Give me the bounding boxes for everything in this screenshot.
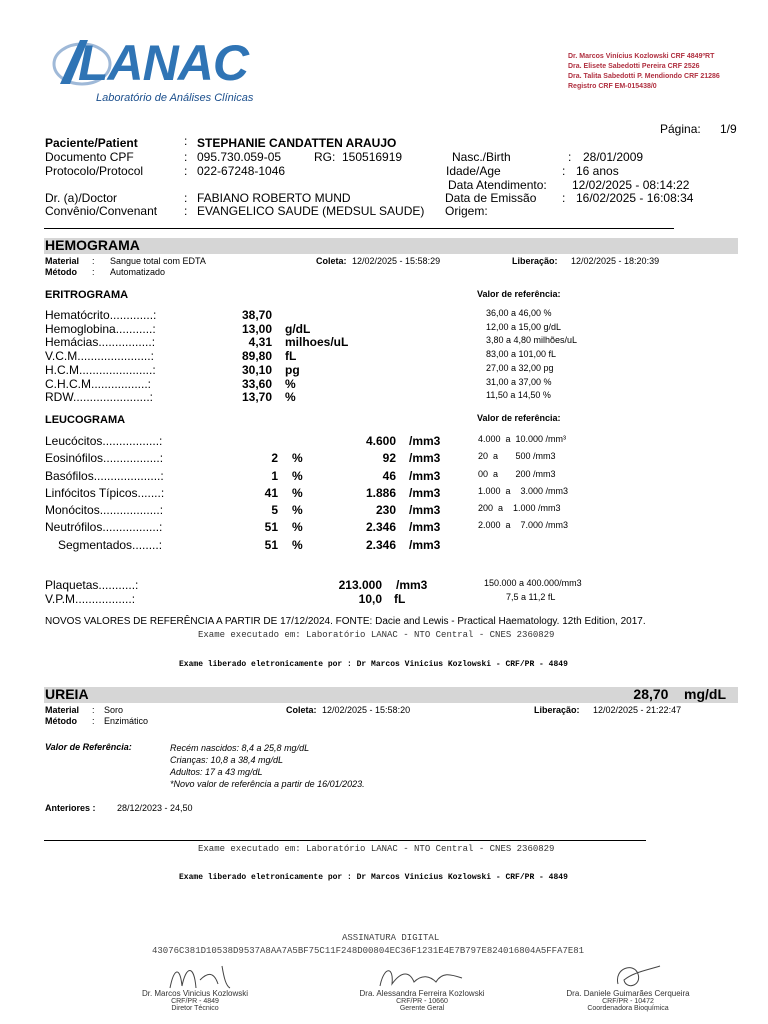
cpf-value: 095.730.059-05 bbox=[197, 150, 282, 164]
reference-label: Valor de Referência: bbox=[45, 742, 132, 752]
row-reference: 36,00 a 46,00 % bbox=[486, 308, 552, 318]
executed-note: Exame executado em: Laboratório LANAC - NTO Central - CNES 2360829 bbox=[198, 630, 555, 640]
logo-subtitle: Laboratório de Análises Clínicas bbox=[96, 92, 254, 104]
row-value: 30,10 bbox=[241, 362, 272, 377]
cpf-label: Documento CPF bbox=[45, 150, 134, 164]
row-name: V.P.M.................: bbox=[45, 592, 136, 606]
row-percent: 41 bbox=[264, 486, 278, 500]
patient-label: Paciente/Patient bbox=[45, 136, 138, 150]
digital-signature-hash: 43076C381D10538D9537A8AA7A5BF75C11F248D00804EC36F1231E4E7B797E824016804A5FFA7E81 bbox=[152, 946, 585, 956]
page-label: Página: bbox=[660, 122, 701, 136]
reference-lines bbox=[170, 742, 365, 790]
row-name: Monócitos..................: bbox=[45, 503, 164, 517]
row-value: 13,00 bbox=[241, 321, 272, 336]
row-absolute-unit: /mm3 bbox=[409, 451, 441, 465]
reference-note: NOVOS VALORES DE REFERÊNCIA A PARTIR DE 17/12/2024. FONTE: Dacie and Lewis - Practical Haematology. 12th Edition, 2017. bbox=[45, 616, 646, 627]
row-absolute-unit: /mm3 bbox=[409, 503, 441, 517]
signer-crf: CRF/PR - 10472 bbox=[602, 998, 654, 1005]
row-percent: 51 bbox=[264, 520, 278, 534]
executed-note: Exame executado em: Laboratório LANAC - NTO Central - CNES 2360829 bbox=[198, 844, 555, 854]
rg-label: RG: bbox=[314, 150, 336, 164]
row-value: 10,0 bbox=[358, 592, 382, 606]
row-percent: 51 bbox=[264, 538, 278, 552]
method-value: Enzimático bbox=[104, 716, 149, 726]
section-title-hemograma: HEMOGRAMA bbox=[45, 237, 140, 253]
colon: : bbox=[184, 164, 188, 178]
material-label: Material bbox=[45, 256, 80, 266]
row-reference: 7,5 a 11,2 fL bbox=[506, 592, 556, 602]
ureia-result: 28,70 mg/dL bbox=[633, 686, 726, 702]
rg-value: 150516919 bbox=[342, 150, 403, 164]
row-value: 13,70 bbox=[241, 390, 272, 405]
row-absolute: 2.346 bbox=[365, 538, 396, 552]
divider bbox=[44, 840, 646, 841]
row-reference: 20 a 500 /mm3 bbox=[478, 451, 556, 461]
row-unit: fL bbox=[394, 592, 406, 606]
row-name: H.C.M......................: bbox=[45, 362, 156, 377]
previous-value: 28/12/2023 - 24,50 bbox=[117, 803, 193, 813]
row-name: Eosinófilos.................: bbox=[45, 451, 164, 465]
row-unit: fL bbox=[285, 349, 297, 364]
signer-crf: CRF/PR - 10660 bbox=[396, 998, 448, 1005]
row-unit: /mm3 bbox=[396, 578, 428, 592]
reference-title: Valor de referência: bbox=[477, 289, 561, 299]
row-unit: milhoes/uL bbox=[285, 335, 349, 350]
row-value: 4,31 bbox=[248, 335, 272, 350]
method-label: Método bbox=[45, 716, 77, 726]
page-number: 1/9 bbox=[720, 122, 737, 136]
material-value: Soro bbox=[104, 705, 124, 715]
covenant-value: EVANGELICO SAUDE (MEDSUL SAUDE) bbox=[197, 204, 425, 218]
emission-value: 16/02/2025 - 16:08:34 bbox=[576, 191, 694, 205]
row-unit: g/dL bbox=[285, 321, 311, 336]
signer-name: Dra. Daniele Guimarães Cerqueira bbox=[566, 989, 690, 998]
signer-name: Dra. Alessandra Ferreira Kozlowski bbox=[359, 989, 485, 998]
row-percent-unit: % bbox=[292, 486, 303, 500]
signer-role: Coordenadora Bioquímica bbox=[587, 1005, 669, 1012]
previous-label: Anteriores : bbox=[45, 803, 96, 813]
row-name: Plaquetas...........: bbox=[45, 578, 139, 592]
liberacao-value: 12/02/2025 - 21:22:47 bbox=[593, 705, 682, 715]
row-absolute: 92 bbox=[382, 451, 396, 465]
row-absolute-unit: /mm3 bbox=[409, 469, 441, 483]
row-name: Hemácias................: bbox=[45, 335, 156, 350]
row-name: V.C.M......................: bbox=[45, 349, 154, 364]
colon: : bbox=[184, 134, 188, 148]
colon: : bbox=[184, 204, 188, 218]
colon: : bbox=[92, 705, 95, 715]
age-label: Idade/Age bbox=[446, 164, 501, 178]
colon: : bbox=[92, 267, 95, 277]
signer-crf: CRF/PR - 4849 bbox=[171, 998, 219, 1005]
signer-role: Diretor Técnico bbox=[171, 1005, 219, 1012]
method-value: Automatizado bbox=[110, 267, 166, 277]
row-absolute: 2.346 bbox=[365, 520, 396, 534]
row-absolute: 230 bbox=[375, 503, 396, 517]
row-reference: 12,00 a 15,00 g/dL bbox=[486, 321, 562, 332]
covenant-label: Convênio/Convenant bbox=[45, 204, 158, 218]
row-percent-unit: % bbox=[292, 469, 303, 483]
row-absolute-unit: /mm3 bbox=[409, 520, 441, 534]
eritrograma-title: ERITROGRAMA bbox=[45, 289, 129, 301]
coleta-label: Coleta: bbox=[286, 705, 317, 715]
row-name: Leucócitos.................: bbox=[45, 434, 163, 448]
reference-line: Adultos: 17 a 43 mg/dL bbox=[170, 767, 263, 777]
material-label: Material bbox=[45, 705, 80, 715]
emission-label: Data de Emissão bbox=[445, 191, 537, 205]
row-absolute: 1.886 bbox=[365, 486, 396, 500]
row-name: Hemoglobina...........: bbox=[45, 321, 156, 336]
row-reference: 150.000 a 400.000/mm3 bbox=[484, 578, 582, 588]
digital-signature-title: ASSINATURA DIGITAL bbox=[342, 933, 440, 943]
row-reference: 1.000 a 3.000 /mm3 bbox=[478, 486, 569, 496]
row-name: Segmentados........: bbox=[58, 538, 163, 552]
responsible-line: Dr. Marcos Vinícius Kozlowski CRF 4849ºRT bbox=[568, 53, 715, 60]
row-percent: 1 bbox=[271, 469, 278, 483]
responsible-line: Dra. Talita Sabedotti P. Mendiondo CRF 21286 bbox=[568, 73, 720, 80]
protocol-value: 022-67248-1046 bbox=[197, 164, 286, 178]
leucograma-title: LEUCOGRAMA bbox=[45, 414, 126, 426]
row-absolute: 4.600 bbox=[365, 434, 396, 448]
row-unit: % bbox=[285, 376, 296, 391]
colon: : bbox=[184, 191, 188, 205]
row-name: Hematócrito.............: bbox=[45, 308, 157, 322]
row-reference: 00 a 200 /mm3 bbox=[478, 469, 556, 479]
birth-label: Nasc./Birth bbox=[452, 150, 511, 164]
row-percent: 2 bbox=[271, 451, 278, 465]
material-value: Sangue total com EDTA bbox=[110, 256, 206, 266]
released-note: Exame liberado eletronicamente por : Dr Marcos Vinicius Kozlowski - CRF/PR - 4849 bbox=[179, 873, 568, 882]
patient-name: STEPHANIE CANDATTEN ARAUJO bbox=[197, 136, 397, 150]
row-absolute: 46 bbox=[382, 469, 396, 483]
colon: : bbox=[184, 150, 188, 164]
coleta-value: 12/02/2025 - 15:58:29 bbox=[352, 256, 441, 266]
reference-line: *Novo valor de referência a partir de 16/01/2023. bbox=[170, 779, 365, 789]
row-name: Linfócitos Típicos.......: bbox=[45, 486, 165, 500]
row-absolute-unit: /mm3 bbox=[409, 486, 441, 500]
responsible-line: Registro CRF EM-015438/0 bbox=[568, 83, 657, 90]
row-reference: 2.000 a 7.000 /mm3 bbox=[478, 520, 569, 530]
signer-role: Gerente Geral bbox=[399, 1005, 445, 1012]
protocol-label: Protocolo/Protocol bbox=[45, 164, 144, 178]
released-note: Exame liberado eletronicamente por : Dr Marcos Vinicius Kozlowski - CRF/PR - 4849 bbox=[179, 660, 568, 669]
signer-name: Dr. Marcos Vinicius Kozlowski bbox=[141, 989, 249, 998]
row-percent-unit: % bbox=[292, 520, 303, 534]
row-percent-unit: % bbox=[292, 503, 303, 517]
row-value: 33,60 bbox=[241, 376, 272, 391]
reference-line: Crianças: 10,8 a 38,4 mg/dL bbox=[170, 755, 284, 765]
colon: : bbox=[92, 716, 95, 726]
logo-text: LANAC bbox=[78, 35, 248, 91]
coleta-label: Coleta: bbox=[316, 256, 347, 266]
row-unit: % bbox=[285, 390, 296, 405]
row-value: 89,80 bbox=[241, 349, 272, 364]
row-name: C.H.C.M.................: bbox=[45, 376, 152, 391]
liberacao-label: Liberação: bbox=[534, 705, 580, 715]
row-value: 38,70 bbox=[241, 308, 272, 322]
reference-title: Valor de referência: bbox=[477, 413, 561, 423]
attendance-value: 12/02/2025 - 08:14:22 bbox=[572, 178, 690, 192]
doctor-value: FABIANO ROBERTO MUND bbox=[197, 191, 351, 205]
row-reference: 31,00 a 37,00 % bbox=[486, 376, 552, 387]
coleta-value: 12/02/2025 - 15:58:20 bbox=[322, 705, 411, 715]
doctor-label: Dr. (a)/Doctor bbox=[45, 191, 118, 205]
row-unit: pg bbox=[285, 362, 300, 377]
row-name: Neutrófilos.................: bbox=[45, 520, 163, 534]
row-value: 213.000 bbox=[338, 578, 382, 592]
colon: : bbox=[568, 150, 572, 164]
row-name: RDW.......................: bbox=[45, 390, 154, 405]
row-reference: 11,50 a 14,50 % bbox=[486, 390, 551, 401]
row-reference: 27,00 a 32,00 pg bbox=[486, 362, 554, 373]
liberacao-value: 12/02/2025 - 18:20:39 bbox=[571, 256, 660, 266]
responsible-line: Dra. Elisete Sabedotti Pereira CRF 2526 bbox=[568, 63, 700, 70]
row-reference: 83,00 a 101,00 fL bbox=[486, 349, 557, 360]
reference-line: Recém nascidos: 8,4 a 25,8 mg/dL bbox=[170, 743, 310, 753]
divider bbox=[44, 228, 674, 229]
birth-value: 28/01/2009 bbox=[583, 150, 644, 164]
row-reference: 4.000 a 10.000 /mm³ bbox=[478, 434, 567, 444]
method-label: Método bbox=[45, 267, 77, 277]
row-reference: 200 a 1.000 /mm3 bbox=[478, 503, 561, 513]
colon: : bbox=[562, 164, 566, 178]
row-reference: 3,80 a 4,80 milhões/uL bbox=[486, 335, 578, 346]
row-absolute-unit: /mm3 bbox=[409, 434, 441, 448]
section-bar bbox=[44, 238, 738, 254]
attendance-label: Data Atendimento: bbox=[448, 178, 547, 192]
responsibles bbox=[568, 52, 720, 92]
row-percent: 5 bbox=[271, 503, 278, 517]
origin-label: Origem: bbox=[445, 204, 488, 218]
row-percent-unit: % bbox=[292, 451, 303, 465]
row-percent-unit: % bbox=[292, 538, 303, 552]
row-name: Basófilos....................: bbox=[45, 469, 164, 483]
liberacao-label: Liberação: bbox=[512, 256, 558, 266]
section-title-ureia: UREIA bbox=[45, 686, 89, 702]
row-absolute-unit: /mm3 bbox=[409, 538, 441, 552]
colon: : bbox=[562, 191, 566, 205]
colon: : bbox=[92, 256, 95, 266]
age-value: 16 anos bbox=[576, 164, 619, 178]
